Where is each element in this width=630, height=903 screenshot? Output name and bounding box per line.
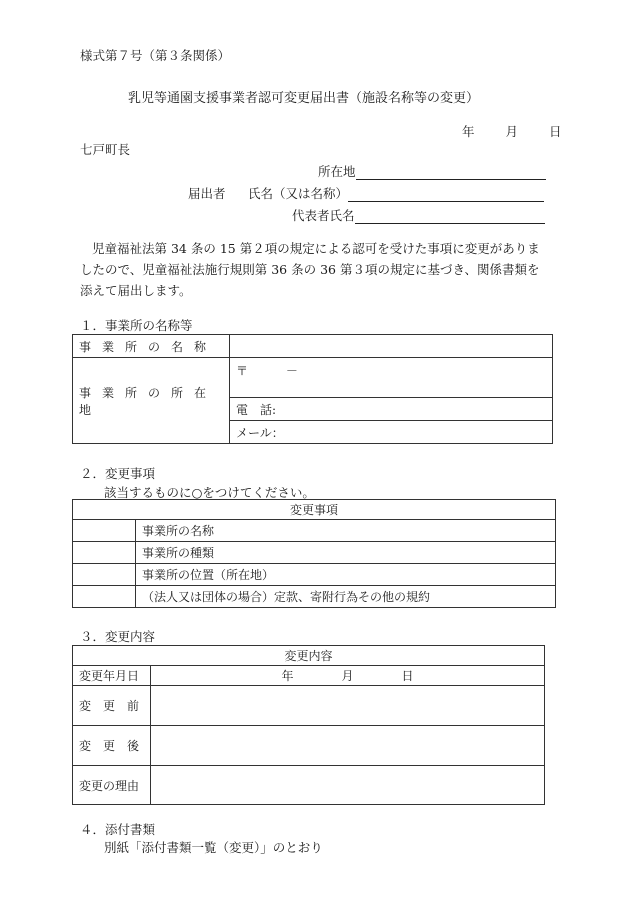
addressee: 七戸町長 [80,142,131,157]
reason-label: 変更の理由 [73,766,151,805]
applicant-representative [292,206,545,224]
facility-name-label: 事業所の名称 [73,335,230,358]
change-date-label: 変更年月日 [73,666,151,686]
section1-heading: １．事業所の名称等 [80,318,193,333]
facility-info-table [72,334,553,444]
reason-field[interactable] [151,766,545,805]
change-items-table [72,499,556,608]
document-title: 乳児等通園支援事業者認可変更届出書（施設名称等の変更） [128,91,480,106]
after-field[interactable] [151,726,545,766]
change-item-label: 事業所の種類 [136,542,556,564]
change-date-field[interactable]: 年 月 日 [151,666,545,686]
change-item-check[interactable] [73,564,136,586]
change-item-label: 事業所の名称 [136,520,556,542]
address-label: 所在地 [318,164,356,179]
representative-field[interactable] [355,209,545,224]
attachments-text: 別紙「添付書類一覧（変更）」のとおり [104,840,323,855]
phone-label: 電 話: [236,402,277,417]
applicant-address [318,162,546,180]
change-item-check[interactable] [73,586,136,608]
representative-label: 代表者氏名 [292,208,355,223]
before-field[interactable] [151,686,545,726]
phone-field[interactable] [230,398,553,421]
body-paragraph: 児童福祉法第 34 条の 15 第２項の規定による認可を受けた事項に変更がありましたので、児童福祉法施行規則第 36 条の 36 第３項の規定に基づき、関係書類を添えて届出します。 [80,241,540,298]
after-label: 変 更 後 [73,726,151,766]
facility-name-field[interactable] [230,335,553,358]
date-line: 年 月 日 [462,124,564,139]
email-label: メール： [236,425,284,440]
section3-heading: ３．変更内容 [80,629,156,644]
applicant-name [248,184,544,202]
section4-heading: ４．添付書類 [80,822,156,837]
name-field[interactable] [348,187,544,202]
change-details-table [72,645,545,805]
change-details-header: 変更内容 [73,646,545,666]
change-item-check[interactable] [73,542,136,564]
section2-instruction: 該当するものに○をつけてください。 [104,485,315,500]
applicant-group-label: 届出者 [188,186,226,201]
address-field[interactable] [356,165,546,180]
change-item-label: 事業所の位置（所在地） [136,564,556,586]
form-number: 様式第７号（第３条関係） [80,48,231,63]
facility-location-label: 事業所の所在地 [73,358,230,444]
change-item-check[interactable] [73,520,136,542]
email-field[interactable] [230,421,553,444]
postal-field[interactable] [230,358,553,398]
section2-heading: ２．変更事項 [80,466,156,481]
change-items-header: 変更事項 [73,500,556,520]
name-label: 氏名（又は名称） [248,186,349,201]
change-item-label: （法人又は団体の場合）定款、寄附行為その他の規約 [136,586,556,608]
before-label: 変 更 前 [73,686,151,726]
postal-mark: 〒 [236,364,249,378]
postal-dash: － [285,364,298,378]
